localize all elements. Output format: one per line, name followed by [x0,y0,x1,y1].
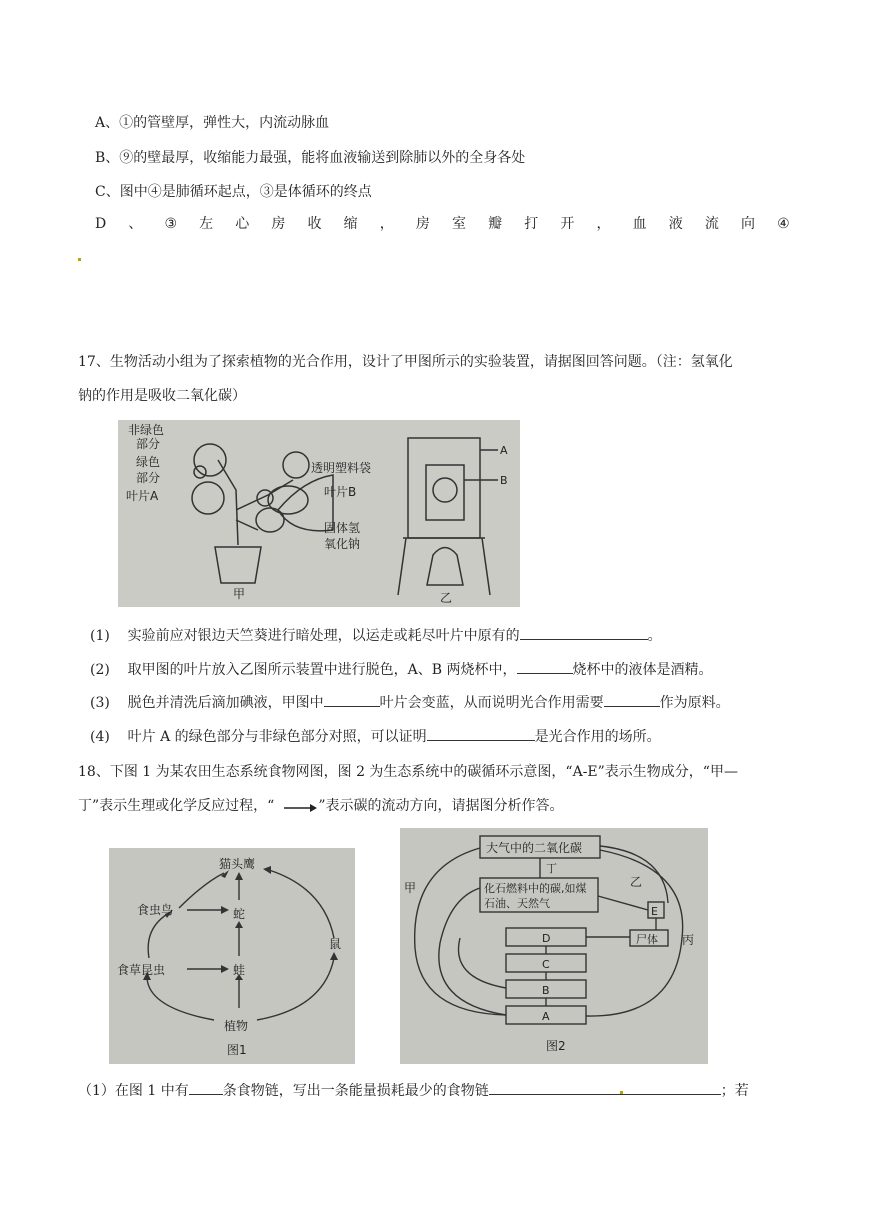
label-leaf-a: 叶片A [126,489,159,503]
node-insect: 食草昆虫 [117,963,166,977]
label-jia: 甲 [404,881,417,895]
node-owl: 猫头鹰 [219,857,256,871]
stray-mark-2 [620,1091,623,1094]
node-bird: 食虫鸟 [137,903,174,917]
stray-mark [78,258,81,261]
label-ding: 丁 [546,862,557,875]
label-beaker-a: A [500,444,508,457]
label-green: 绿色 [136,455,161,469]
q17-stem-line1: 17、生物活动小组为了探索植物的光合作用，设计了甲图所示的实验装置，请据图回答问题。（注：氢氧化 [78,354,733,370]
label-part-2: 部分 [136,471,161,485]
label-beaker-b: B [500,474,508,487]
option-d: D 、 ③ 左 心 房 收 缩 ， 房 室 瓣 打 开 ， 血 液 流 向 ④ [95,216,790,232]
food-web-figure [109,848,355,1064]
box-a: A [542,1010,550,1023]
q17-sub1: (1) 实验前应对银边天竺葵进行暗处理，以运走或耗尽叶片中原有的 。 [90,625,662,646]
node-plant: 植物 [224,1019,249,1033]
box-e: E [651,905,658,918]
label-non-green: 非绿色 [128,423,165,437]
q17-figure [118,420,520,607]
box-co2: 大气中的二氧化碳 [486,841,583,855]
label-leaf-b: 叶片B [324,485,357,499]
option-c: C、图中④是肺循环起点，③是体循环的终点 [95,184,372,200]
box-b: B [542,984,550,997]
label-yi: 乙 [630,875,643,889]
fig1-caption: 图1 [227,1043,247,1057]
carbon-cycle-figure [400,828,708,1064]
option-a: A、①的管壁厚，弹性大，内流动脉血 [95,115,330,131]
q17-stem-line2: 钠的作用是吸收二氧化碳） [78,388,246,404]
option-b: B、⑨的壁最厚，收缩能力最强，能将血液输送到除肺以外的全身各处 [95,150,526,166]
box-c: C [542,958,550,971]
q17-sub3: (3) 脱色并清洗后滴加碘液，甲图中 叶片会变蓝，从而说明光合作用需要 作为原料。 [90,692,730,713]
node-mouse: 鼠 [329,937,342,951]
box-d: D [542,932,551,945]
label-jia: 甲 [233,587,246,601]
box-fossil-line1: 化石燃料中的碳,如煤 [484,882,587,895]
q18-stem-line2: 丁”表示生理或化学反应过程，“ ”表示碳的流动方向，请据图分析作答。 [78,798,564,814]
label-bing: 丙 [682,933,695,947]
label-solid-2: 氧化钠 [324,537,361,551]
q18-stem-line1: 18、下图 1 为某农田生态系统食物网图，图 2 为生态系统中的碳循环示意图，“A-E”表示生物成分，“甲— [78,764,738,780]
node-frog: 蛙 [233,963,246,977]
q17-sub2: (2) 取甲图的叶片放入乙图所示装置中进行脱色，A、B 两烧杯中， 烧杯中的液体是酒精。 [90,659,713,680]
label-yi: 乙 [440,591,453,605]
q17-sub4: (4) 叶片 A 的绿色部分与非绿色部分对照，可以证明 是光合作用的场所。 [90,726,661,747]
label-part-1: 部分 [136,437,161,451]
label-solid-1: 固体氢 [324,521,361,535]
box-corpse: 尸体 [636,933,658,946]
node-snake: 蛇 [233,907,246,921]
label-bag: 透明塑料袋 [311,461,372,475]
box-fossil-line2: 石油、天然气 [484,897,550,910]
q18-sub1: （1）在图 1 中有 条食物链，写出一条能量损耗最少的食物链 ；若 [78,1080,749,1101]
fig2-caption: 图2 [546,1039,566,1053]
